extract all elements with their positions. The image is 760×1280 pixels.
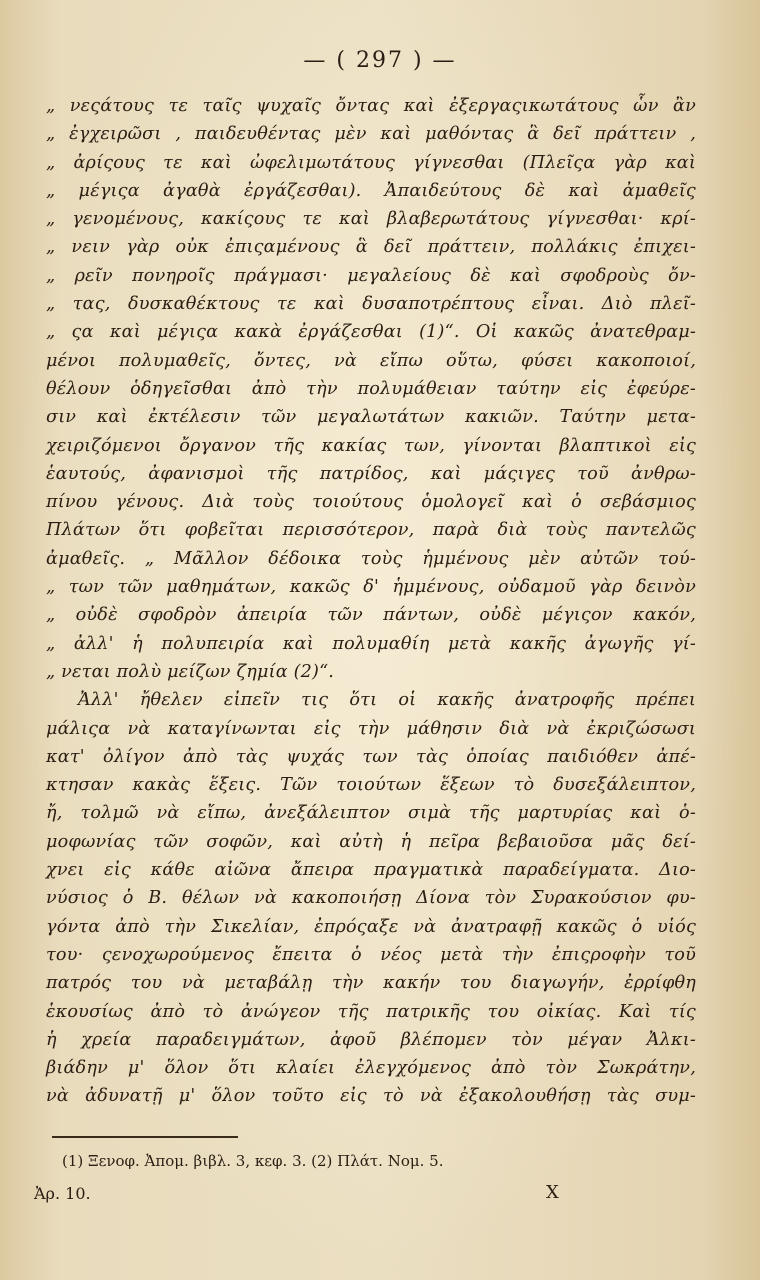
signature-mark: Ἀρ. 10.	[34, 1184, 91, 1203]
text-line: „ ςα καὶ μέγιςα κακὰ ἐργάζεσθαι (1)“. Οἱ κακῶς ἀνατεθραμ-	[46, 322, 696, 343]
text-line: νὰ ἀδυνατῇ μ' ὅλον τοῦτο εἰς τὸ νὰ ἐξακολουθήσῃ τὰς συμ-	[46, 1086, 696, 1107]
text-line: „ ἀλλ' ἡ πολυπειρία καὶ πολυμαθίη μετὰ κακῆς ἀγωγῆς γί-	[46, 633, 696, 654]
text-line: ἡ χρεία παραδειγμάτων, ἀφοῦ βλέπομεν τὸν μέγαν Ἀλκι-	[46, 1029, 696, 1050]
text-line: μάλιςα νὰ καταγίνωνται εἰς τὴν μάθησιν διὰ νὰ ἐκριζώσωσι	[46, 718, 696, 739]
text-line: του· ςενοχωρούμενος ἔπειτα ὁ νέος μετὰ τὴν ἐπιςροφὴν τοῦ	[46, 944, 696, 965]
text-line: νύσιος ὁ Β. θέλων νὰ κακοποιήσῃ Δίονα τὸν Συρακούσιον φυ-	[46, 888, 696, 909]
text-line: χνει εἰς κάθε αἰῶνα ἄπειρα πραγματικὰ παραδείγματα. Διο-	[46, 860, 696, 881]
text-line: πίνου γένους. Διὰ τοὺς τοιούτους ὁμολογεῖ καὶ ὁ σεβάσμιος	[46, 492, 696, 513]
text-line: ἑκουσίως ἀπὸ τὸ ἀνώγεον τῆς πατρικῆς του οἰκίας. Καὶ τίς	[46, 1001, 696, 1022]
text-line: „ τας, δυσκαθέκτους τε καὶ δυσαποτρέπτους εἶναι. Διὸ πλεῖ-	[46, 294, 696, 315]
text-line: μοφωνίας τῶν σοφῶν, καὶ αὐτὴ ἡ πεῖρα βεβαιοῦσα μᾶς δεί-	[46, 831, 696, 852]
text-line: „ ἐγχειρῶσι , παιδευθέντας μὲν καὶ μαθόντας ἃ δεῖ πράττειν ,	[46, 124, 696, 145]
body-text	[46, 92, 696, 1111]
text-line: „ νεται πολὺ μείζων ζημία (2)“.	[46, 661, 335, 682]
text-line: ἑαυτούς, ἀφανισμοὶ τῆς πατρίδος, καὶ μάςιγες τοῦ ἀνθρω-	[46, 463, 696, 484]
text-line: „ γενομένους, κακίςους τε καὶ βλαβερωτάτους γίγνεσθαι· κρί-	[46, 209, 696, 230]
text-line: χειριζόμενοι ὄργανον τῆς κακίας των, γίνονται βλαπτικοὶ εἰς	[46, 435, 696, 456]
text-line: πατρός του νὰ μεταβάλῃ τὴν κακήν του διαγωγήν, ἐρρίφθη	[46, 973, 696, 994]
text-line: κατ' ὀλίγον ἀπὸ τὰς ψυχάς των τὰς ὁποίας παιδιόθεν ἀπέ-	[46, 746, 696, 767]
text-line: γόντα ἀπὸ τὴν Σικελίαν, ἐπρόςαξε νὰ ἀνατραφῇ κακῶς ὁ υἱός	[46, 916, 696, 937]
text-line: ἀμαθεῖς. „ Μᾶλλον δέδοικα τοὺς ἡμμένους μὲν αὐτῶν τού-	[46, 548, 696, 569]
footnote: (1) Ξενοφ. Ἀπομ. βιβλ. 3, κεφ. 3. (2) Πλάτ. Νομ. 5.	[62, 1152, 444, 1170]
text-line: „ νεςάτους τε ταῖς ψυχαῖς ὄντας καὶ ἐξεργαςικωτάτους ὧν ἂν	[46, 96, 696, 116]
text-line: „ νειν γὰρ οὐκ ἐπιςαμένους ἃ δεῖ πράττειν, πολλάκις ἐπιχει-	[46, 237, 696, 258]
text-line: „ μέγιςα ἀγαθὰ ἐργάζεσθαι). Ἀπαιδεύτους δὲ καὶ ἀμαθεῖς	[46, 180, 696, 201]
paragraph-first-line: Ἀλλ' ἤθελεν εἰπεῖν τις ὅτι οἱ κακῆς ἀνατροφῆς πρέπει	[78, 690, 696, 711]
text-line: „ οὐδὲ σφοδρὸν ἀπειρία τῶν πάντων, οὐδὲ μέγιςον κακόν,	[46, 605, 696, 626]
text-line: κτησαν κακὰς ἕξεις. Τῶν τοιούτων ἕξεων τὸ δυσεξάλειπτον,	[46, 775, 696, 796]
gathering-mark: X	[546, 1182, 559, 1203]
text-line: σιν καὶ ἐκτέλεσιν τῶν μεγαλωτάτων κακιῶν. Ταύτην μετα-	[46, 407, 696, 428]
footnote-divider	[52, 1136, 238, 1138]
text-line: „ ἀρίςους τε καὶ ὠφελιμωτάτους γίγνεσθαι (Πλεῖςα γὰρ καὶ	[46, 152, 696, 173]
page-number: — ( 297 ) —	[303, 48, 457, 73]
text-line: „ των τῶν μαθημάτων, κακῶς δ' ἡμμένους, οὐδαμοῦ γὰρ δεινὸν	[46, 577, 696, 598]
text-line: μένοι πολυμαθεῖς, ὄντες, νὰ εἴπω οὕτω, φύσει κακοποιοί,	[46, 350, 696, 371]
text-line: Πλάτων ὅτι φοβεῖται περισσότερον, παρὰ διὰ τοὺς παντελῶς	[46, 520, 696, 541]
text-line: „ ρεῖν πονηροῖς πράγμασι· μεγαλείους δὲ καὶ σφοδροὺς ὄν-	[46, 265, 696, 286]
text-line: θέλουν ὁδηγεῖσθαι ἀπὸ τὴν πολυμάθειαν ταύτην εἰς ἐφεύρε-	[46, 378, 696, 399]
text-line: ἤ, τολμῶ νὰ εἴπω, ἀνεξάλειπτον σιμὰ τῆς μαρτυρίας καὶ ὁ-	[46, 803, 696, 824]
text-line: βιάδην μ' ὅλον ὅτι κλαίει ἐλεγχόμενος ἀπὸ τὸν Σωκράτην,	[46, 1058, 696, 1079]
